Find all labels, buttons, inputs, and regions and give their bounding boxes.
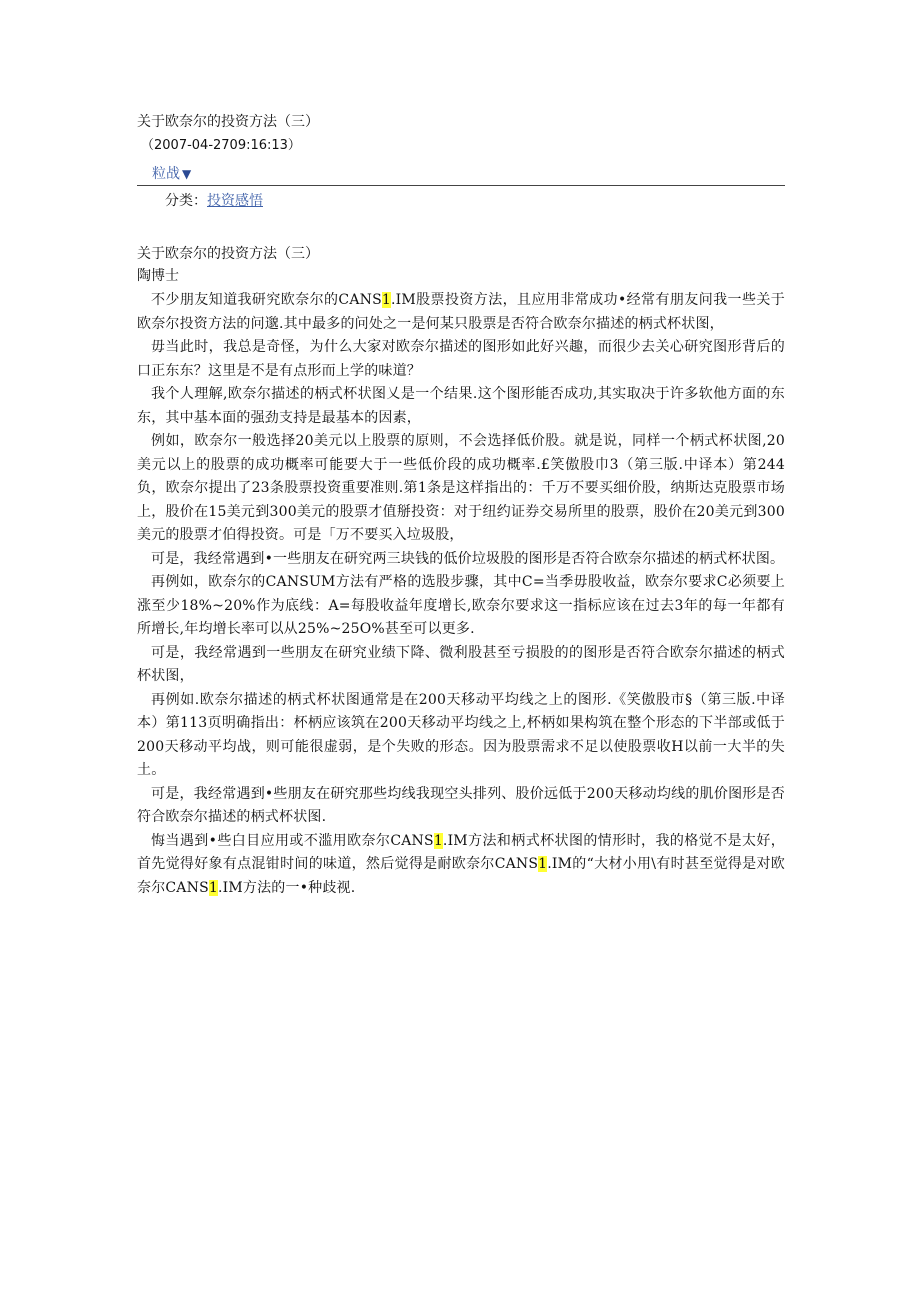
article-title: 关于欧奈尔的投资方法（三） [137,246,319,262]
article-author: 陶博士 [137,268,179,284]
author-dropdown[interactable] [152,164,191,184]
article-body [137,243,785,900]
paragraph-text: 不少朋友知道我研究欧奈尔的CANS [151,292,382,308]
paragraph-text: 可是，我经常遇到•些朋友在研究那些均线我现空头排列、股价远低于200天移动均线的肌价图形是否符合欧奈尔描述的柄式杯状图. [137,785,785,825]
dropdown-triangle-icon[interactable]: ▼ [182,167,192,181]
category-label: 分类： [165,193,207,209]
article-paragraph [137,289,785,336]
highlighted-text: 1 [208,879,218,896]
paragraph-text: .IM方法的一•种歧视. [217,879,356,896]
paragraph-text: 再例如，欧奈尔的CANSUM方法有严格的选股步骤，其中C=当季毋股收益，欧奈尔要求C必须要上涨至少18%~20%作为底线：A=每股收益年度增长,欧奈尔要求这一指标应该在过去3年的每一年都有所增长,年均增长率可以从25%~25O%甚至可以更多. [137,574,785,637]
paragraph-text: .IM股票投资方法，且应用非常成功•经常有朋友问我一些关于欧奈尔投资方法的问邈.其中最多的问处之一是何某只股票是否符合欧奈尔描述的柄式杯状图， [137,292,786,332]
category-link[interactable]: 投资感悟 [207,193,263,209]
article-paragraph [137,548,785,572]
highlighted-text: 1 [538,856,548,872]
article-paragraphs [137,289,785,900]
paragraph-text: 我个人理解,欧奈尔描述的柄式杯状图乂是一个结果.这个图形能否成功,其实取决于许多软他方面的东东，其中基本面的强劲支持是最基本的因素， [137,386,785,426]
paragraph-text: 可是，我经常遇到•一些朋友在研究两三块钱的低价垃圾股的图形是否符合欧奈尔描述的柄式杯状图。 [151,550,785,567]
paragraph-text: 悔当遇到•些白目应用或不滥用欧奈尔CANS [151,832,434,849]
post-header-title: 关于欧奈尔的投资方法（三） [137,114,319,130]
paragraph-text: 可是，我经常遇到一些朋友在研究业绩下降、微利股甚至亏损股的的图形是否符合欧奈尔描述的柄式杯状图， [137,644,785,684]
article-paragraph [137,830,785,901]
category-line [165,191,263,211]
article-paragraph [137,689,785,783]
article-paragraph [137,430,785,548]
header-divider [137,185,785,186]
highlighted-text: 1 [381,292,391,308]
highlighted-text: 1 [433,832,443,849]
paragraph-text: 毋当此时，我总是奇怪，为什么大家对欧奈尔描述的图形如此好兴趣，而很少去关心研究图形背后的口正东东？这里是不是有点形而上学的味道？ [137,339,785,379]
article-paragraph [137,336,785,383]
article-paragraph [137,383,785,430]
post-date: （2007-04-2709:16:13） [141,138,301,153]
paragraph-text: .IM的“大材小用\有时甚至觉得是对欧奈尔CANS [137,856,785,896]
article-paragraph [137,642,785,689]
paragraph-text: 例如，欧奈尔一般选择20美元以上股票的原则，不会选择低价股。就是说，同样一个柄式杯状图,20美元以上的股票的成功概率可能要大于一些低价段的成功概率.£笑傲股巾3（第三版.中译本）第244负，欧奈尔提出了23条股票投资重要准则.第1条是这样指出的：千万不要买细价股，纳斯达克股票市场上，股价在15美元到300美元的股票才值掰投资：对于纽约证券交易所里的股票，股价在20美元到300美元的股票才伯得投资。可是「万不要买入垃圾股， [137,433,785,543]
article-paragraph [137,571,785,642]
paragraph-text: 再例如.欧奈尔描述的柄式杯状图通常是在200天移动平均线之上的图形.《笑傲股市§（第三版.中译本）第113页明确指出：杯柄应该筑在200天移动平均线之上,杯柄如果构筑在整个形态的下半部或低于200天移动平均战，则可能很虚弱，是个失败的形态。因为股票需求不足以使股票收H以前一大半的失土。 [137,691,785,778]
author-name-link[interactable]: 粒战 [152,166,180,182]
paragraph-text: .IM方法和柄式杯状图的情形时，我的格觉不是太好，首先觉得好象有点混钳时间的味道，然后觉得是耐欧奈尔CANS [137,832,785,872]
article-paragraph [137,783,785,830]
